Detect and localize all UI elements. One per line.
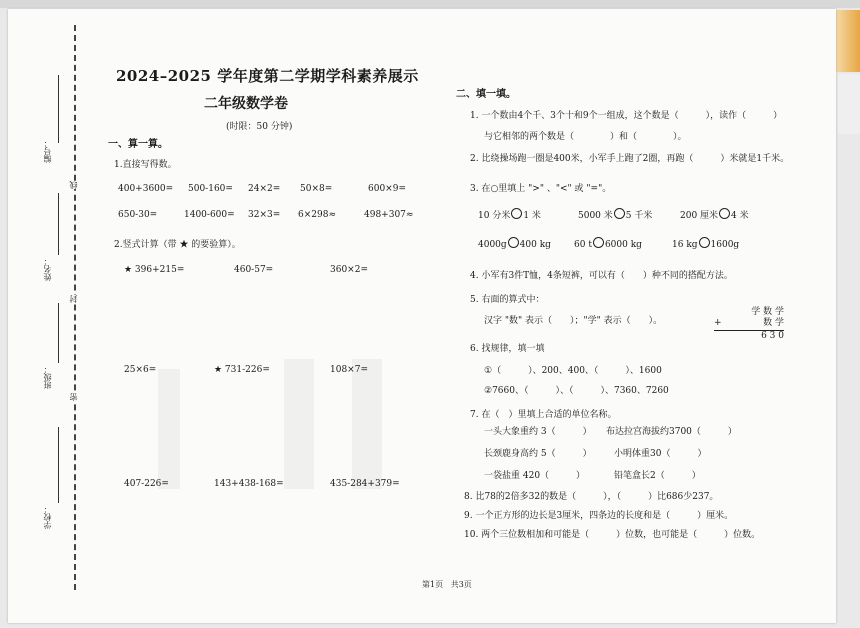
exam-title: 2024–2025 学年度第二学期学科素养展示 (116, 67, 419, 85)
oral-problem: 32×3= (248, 210, 281, 220)
fill-q1-cont: 与它相邻的两个数是（ ）和（ ）。 (484, 132, 687, 142)
bleed-through (158, 369, 180, 489)
binding-mark: 线 (69, 181, 78, 189)
oral-problem: 24×2= (248, 184, 281, 194)
name-blank[interactable] (58, 193, 59, 255)
fill-q5: 5. 右面的算式中： (470, 295, 545, 305)
fill-q7: 7. 在（ ）里填上合适的单位名称。 (470, 410, 617, 420)
unit-item: 小明体重30（ ） (614, 449, 707, 459)
scroll-thumb[interactable] (836, 10, 860, 72)
compare-circle[interactable] (511, 208, 522, 219)
oral-problem: 1400-600= (184, 210, 235, 220)
puzzle-result: 6 3 0 (761, 331, 784, 341)
compare-item: 16 kg 1600g (672, 237, 739, 250)
oral-problem: 6×298≈ (298, 210, 336, 220)
fill-q10: 10. 两个三位数相加和可能是（ ）位数，也可能是（ ）位数。 (464, 530, 761, 540)
fill-q9: 9. 一个正方形的边长是3厘米，四条边的长度和是（ ）厘米。 (464, 511, 734, 521)
vertical-problem: 360×2= (330, 265, 368, 275)
number-label: 编号： (43, 139, 52, 163)
number-blank[interactable] (58, 75, 59, 143)
fill-q2: 2. 比绕操场跑一圈是400米，小军手上跑了2圈，再跑（ ）米就是1千米。 (470, 154, 790, 164)
school-label: 学校： (43, 505, 52, 529)
compare-item: 200 厘米 4 米 (680, 208, 749, 221)
compare-item: 5000 米 5 千米 (578, 208, 652, 221)
pattern-2: ②7660、（ ）、（ ）、7360、7260 (484, 386, 669, 396)
binding-mark: 封 (69, 295, 78, 303)
fill-q5-cont: 汉字 "数" 表示（ ）；"学" 表示（ ）。 (484, 316, 663, 326)
binding-mark: 密 (69, 393, 78, 401)
oral-problem: 650-30= (118, 210, 158, 220)
compare-circle[interactable] (699, 237, 710, 248)
compare-circle[interactable] (593, 237, 604, 248)
puzzle-line-2-row (714, 318, 784, 329)
compare-item: 60 t 6000 kg (574, 237, 642, 250)
bleed-through (284, 359, 314, 489)
exam-page (8, 9, 836, 623)
fill-q1: 1. 一个数由4个千、3个十和9个一组成，这个数是（ ），读作（ ） (470, 111, 783, 121)
time-limit: (时限：50 分钟) (226, 122, 293, 132)
compare-item: 4000g 400 kg (478, 237, 551, 250)
class-blank[interactable] (58, 303, 59, 363)
q2-title: 2.竖式计算（带 ★ 的要验算）。 (114, 240, 241, 250)
section-2-title: 二、填一填。 (456, 89, 516, 100)
oral-problem: 50×8= (300, 184, 333, 194)
vertical-problem: 407-226= (124, 479, 169, 489)
name-label: 姓名： (43, 257, 52, 281)
school-blank[interactable] (58, 427, 59, 503)
vertical-problem: ★ 731-226= (214, 365, 270, 375)
unit-item: 铅笔盒长2（ ） (614, 471, 701, 481)
addition-puzzle (714, 307, 784, 342)
oral-problem: 600×9= (368, 184, 406, 194)
fill-q4: 4. 小军有3件T恤，4条短裤，可以有（ ）种不同的搭配方法。 (470, 271, 733, 281)
viewer-top-bar (0, 0, 860, 8)
oral-problem: 500-160= (188, 184, 233, 194)
puzzle-line-2: 数 学 (763, 318, 784, 328)
vertical-problem: 435-284+379= (330, 479, 400, 489)
vertical-problem: 460-57= (234, 265, 274, 275)
vertical-problem: 25×6= (124, 365, 157, 375)
class-label: 班级： (43, 365, 52, 389)
section-1-title: 一、算一算。 (108, 139, 168, 150)
compare-circle[interactable] (508, 237, 519, 248)
fill-q8: 8. 比78的2倍多32的数是（ ），（ ）比686少237。 (464, 492, 719, 502)
page-number: 第1页 共3页 (422, 580, 472, 589)
bleed-through (352, 359, 382, 489)
vertical-problem: 108×7= (330, 365, 368, 375)
compare-item: 10 分米 1 米 (478, 208, 541, 221)
vertical-problem: ★ 396+215= (124, 265, 185, 275)
compare-circle[interactable] (614, 208, 625, 219)
oral-problem: 498+307≈ (364, 210, 414, 220)
puzzle-line-1: 学 数 学 (751, 307, 784, 317)
unit-item: 一袋盐重 420（ ） (484, 471, 586, 481)
unit-item: 长颈鹿身高约 5（ ） (484, 449, 592, 459)
q1-title: 1.直接写得数。 (114, 160, 177, 170)
fill-q3: 3. 在○里填上 ">" 、"<" 或 "="。 (470, 184, 612, 194)
side-panel-edge (838, 74, 860, 134)
vertical-problem: 143+438-168= (214, 479, 284, 489)
pattern-1: ①（ ）、200、400、（ ）、1600 (484, 366, 662, 376)
exam-subtitle: 二年级数学卷 (204, 96, 288, 112)
unit-item: 布达拉宫海拔约3700（ ） (606, 427, 737, 437)
oral-problem: 400+3600= (118, 184, 174, 194)
unit-item: 一头大象重约 3（ ） (484, 427, 592, 437)
binding-dashed-line (74, 25, 76, 590)
compare-circle[interactable] (719, 208, 730, 219)
plus-sign: + (714, 318, 722, 328)
fill-q6: 6. 找规律，填一填 (470, 344, 545, 354)
